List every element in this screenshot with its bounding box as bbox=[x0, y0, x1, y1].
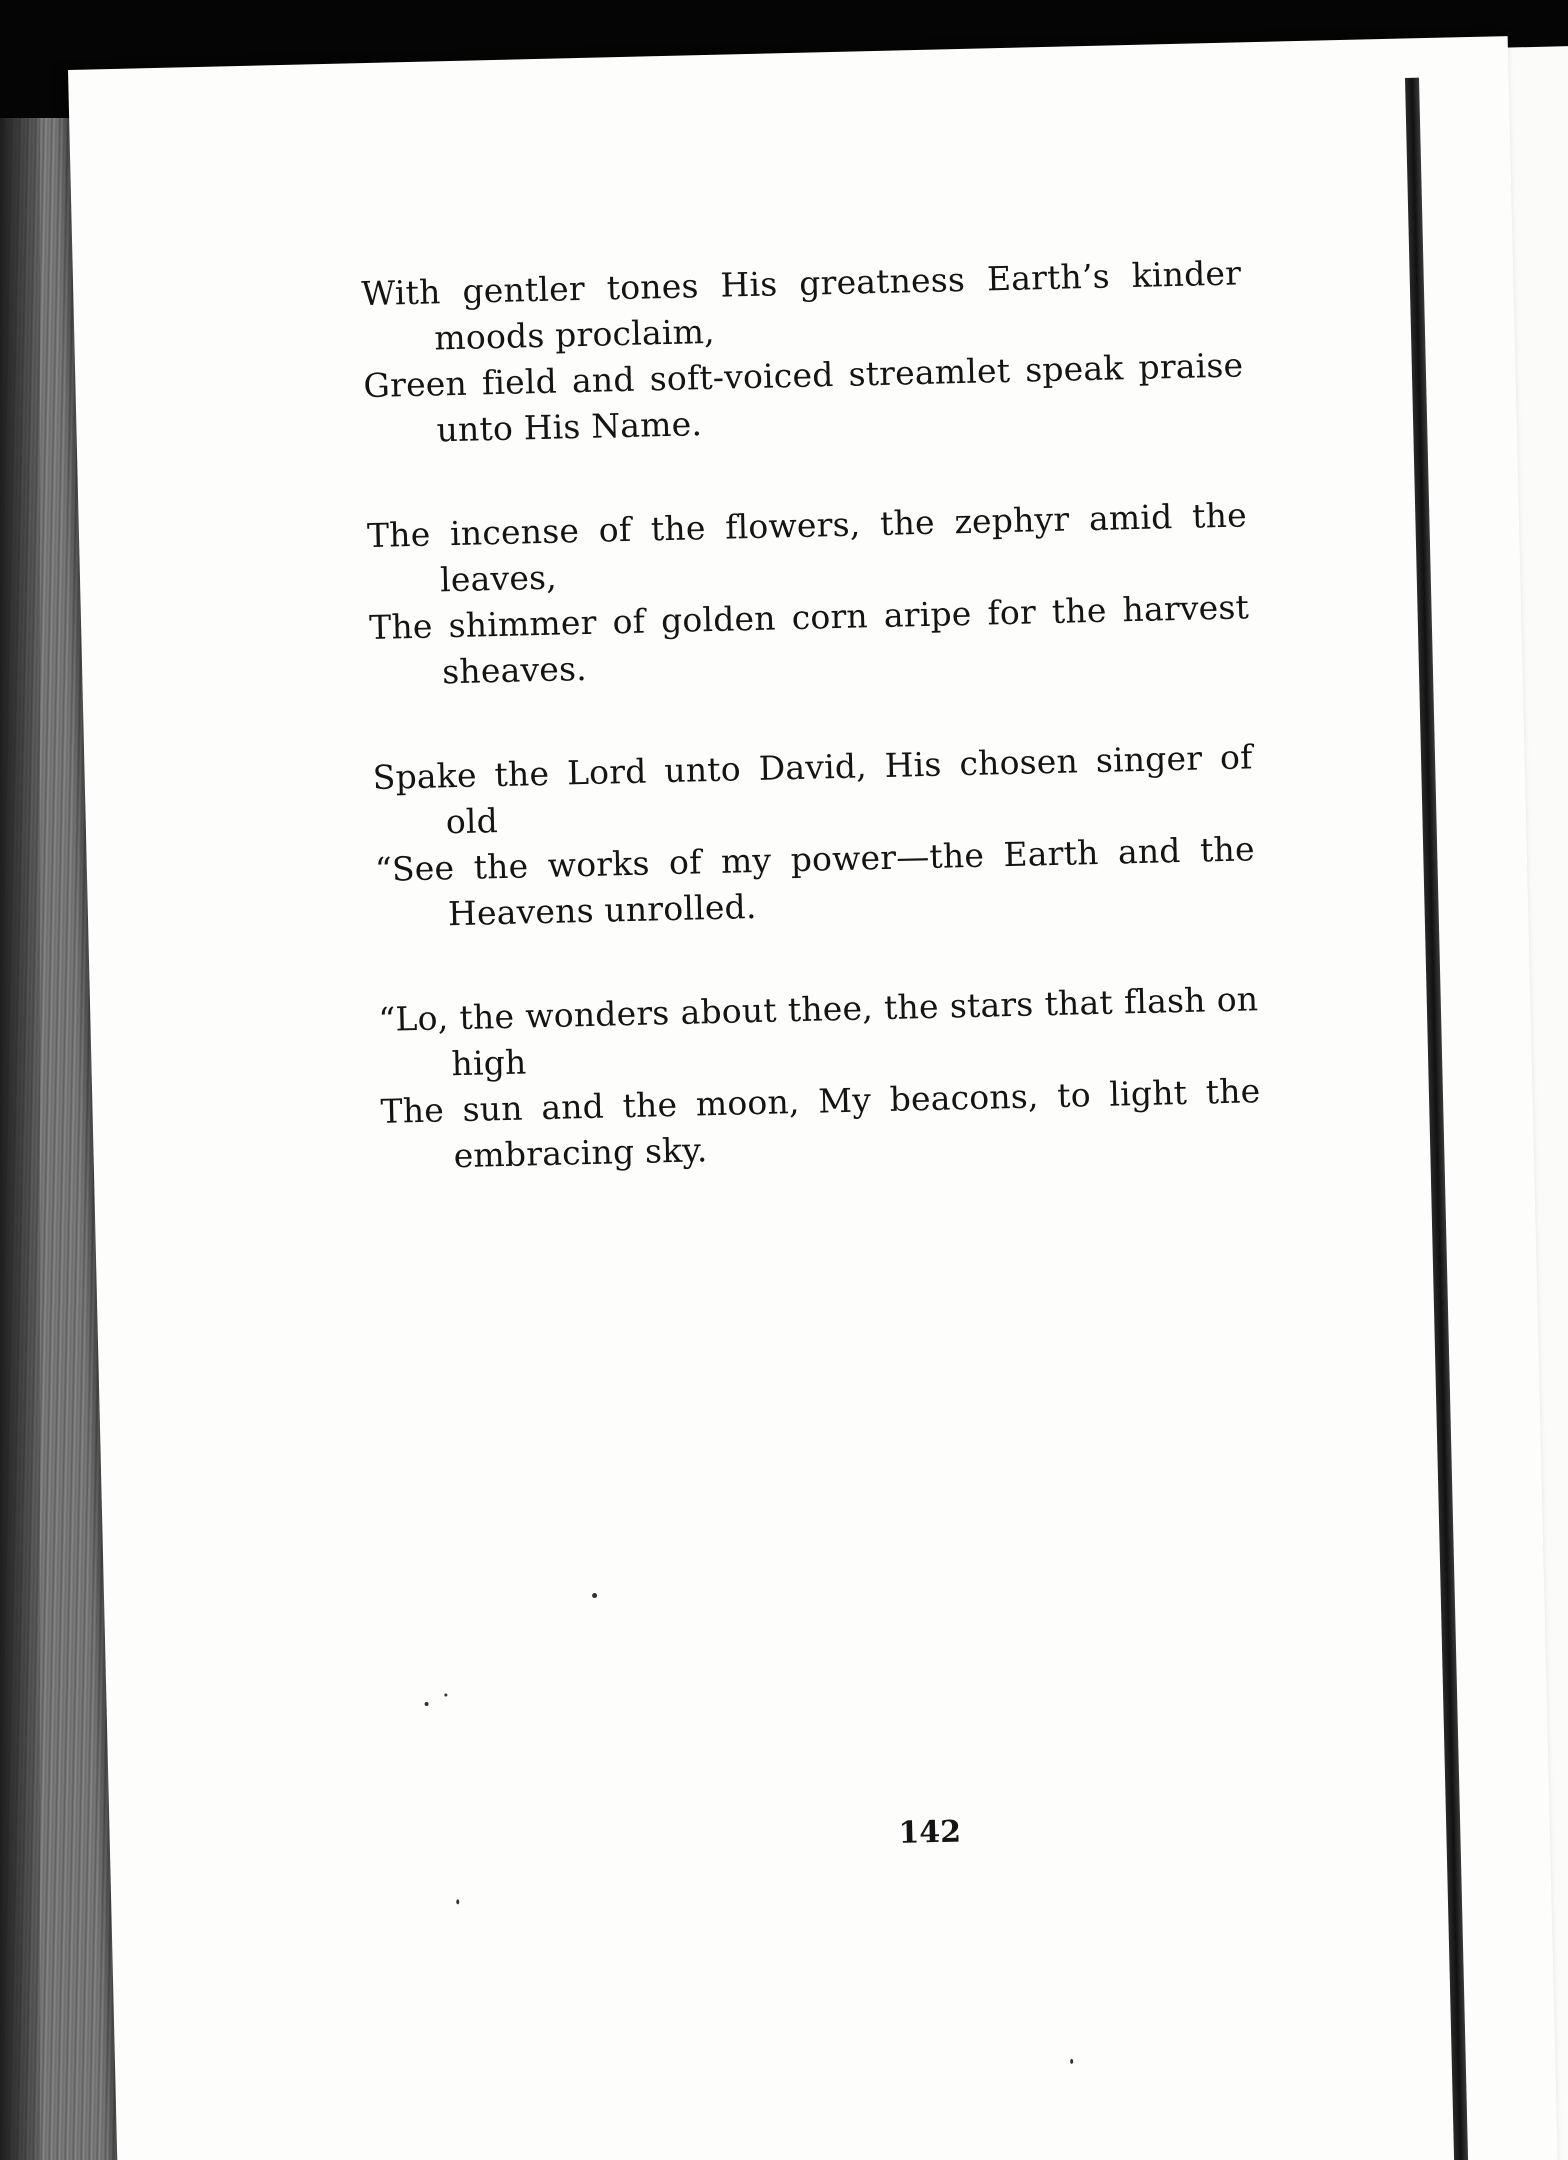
poem-line: “See the works of my power—the Earth and the Heavens unrolled. bbox=[374, 829, 1256, 934]
paper-speck bbox=[1070, 2059, 1073, 2064]
stanza-4 bbox=[378, 976, 1262, 1181]
book-page bbox=[68, 36, 1559, 2160]
poem-line: The sun and the moon, My beacons, to light the embracing sky. bbox=[380, 1071, 1261, 1176]
poem-line: Spake the Lord unto David, His chosen singer of old bbox=[372, 737, 1253, 842]
poem-line: The shimmer of golden corn aripe for the harvest sheaves. bbox=[368, 587, 1250, 692]
page-number: 142 bbox=[898, 1814, 962, 1851]
stanza-2 bbox=[367, 492, 1251, 697]
poem-line: Green field and soft-voiced streamlet speak praise unto His Name. bbox=[363, 345, 1244, 450]
poem-line: “Lo, the wonders about thee, the stars that flash on high bbox=[377, 979, 1259, 1084]
poem-text bbox=[361, 250, 1264, 1238]
stanza-1 bbox=[361, 250, 1245, 455]
page-edge-shadow bbox=[0, 118, 40, 2160]
paper-speck bbox=[456, 1899, 459, 1904]
poem-line: With gentler tones His greatness Earth’s kinder moods proclaim, bbox=[360, 253, 1242, 358]
paper-speck bbox=[444, 1694, 447, 1697]
paper-speck bbox=[425, 1702, 429, 1706]
stanza-3 bbox=[372, 734, 1256, 939]
paper-speck bbox=[592, 1593, 597, 1598]
poem-line: The incense of the flowers, the zephyr amid the leaves, bbox=[366, 495, 1248, 600]
